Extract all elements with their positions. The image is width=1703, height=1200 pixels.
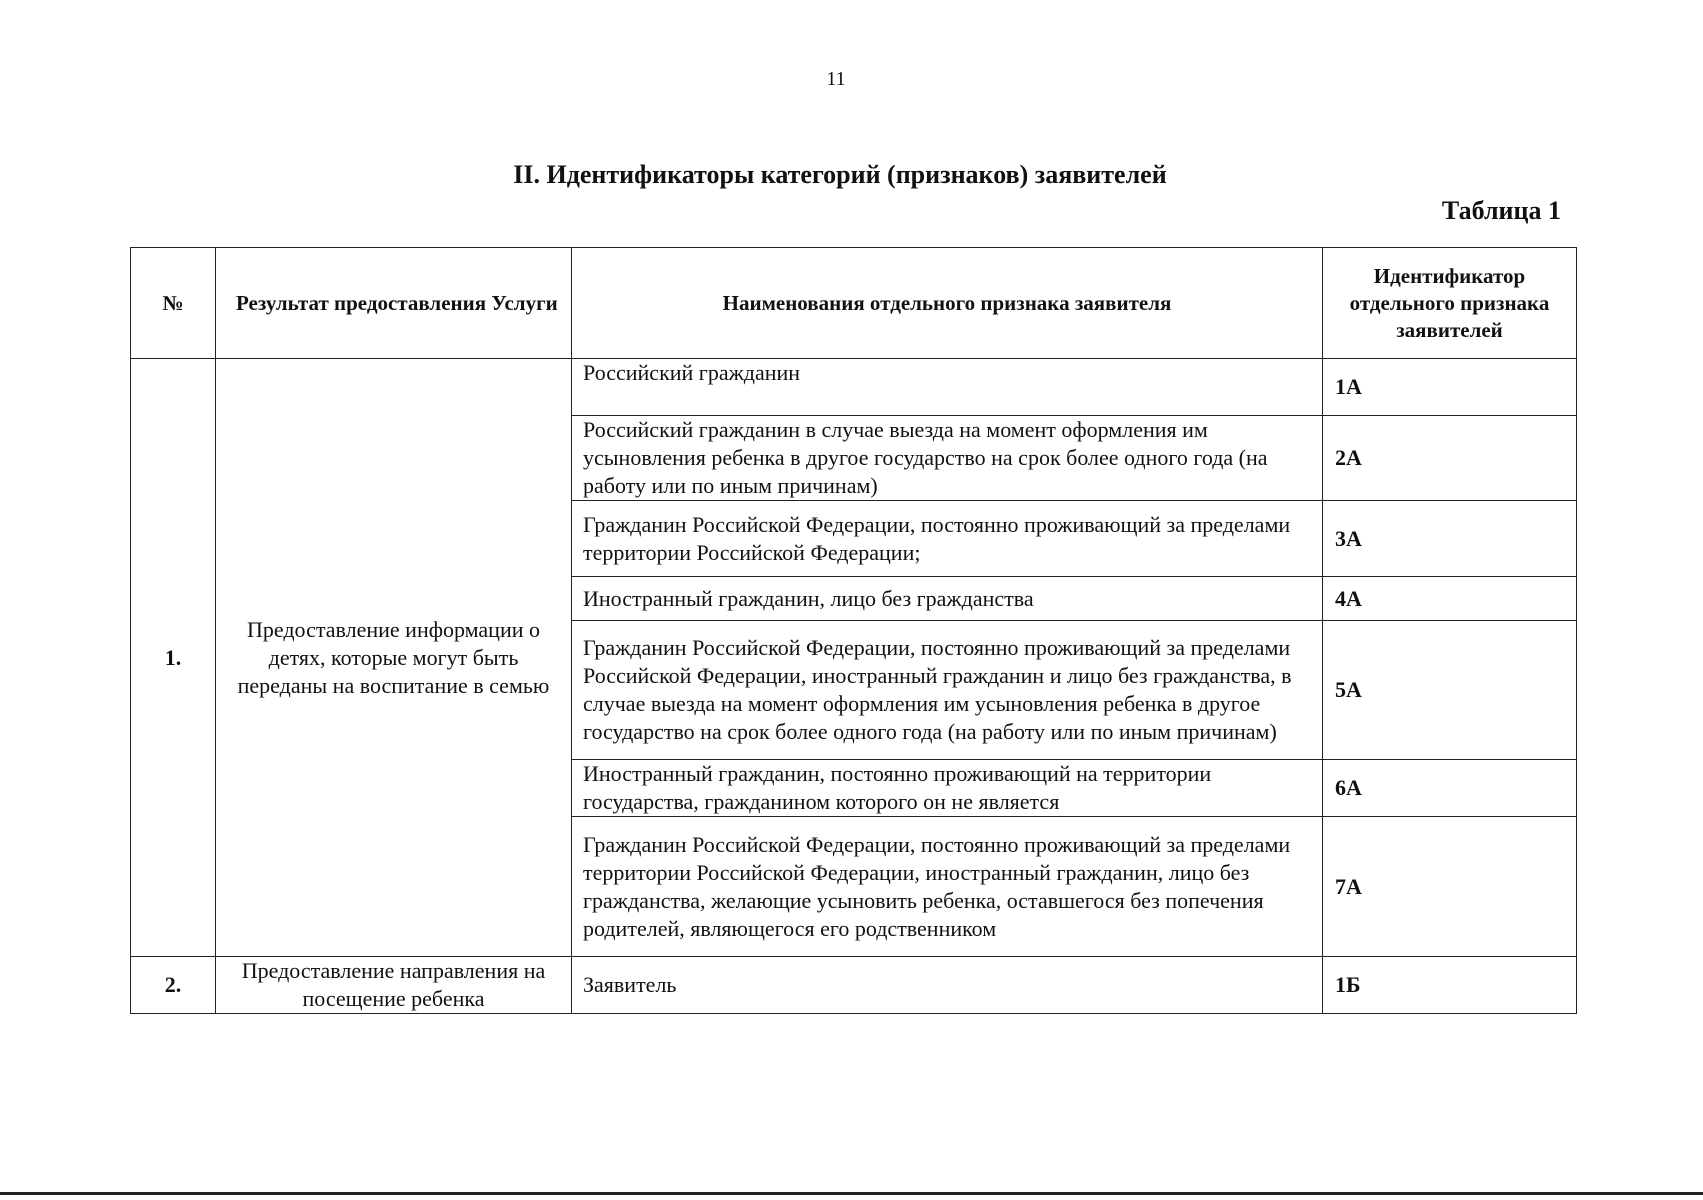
applicant-attribute: Заявитель — [572, 957, 1323, 1014]
applicant-attribute: Гражданин Российской Федерации, постоянно проживающий за пределами территории Российской Федерации, иностранный гражданин, лицо без гражданства, желающие усыновить ребенка, оставшегося без попечения родителей, являющегося его родственником — [572, 817, 1323, 957]
applicant-attribute: Иностранный гражданин, постоянно проживающий на территории государства, гражданином которого он не является — [572, 760, 1323, 817]
row-number: 1. — [131, 359, 216, 957]
row-number: 2. — [131, 957, 216, 1014]
applicant-identifier: 7А — [1323, 817, 1577, 957]
table-caption: Таблица 1 — [1441, 196, 1561, 225]
applicant-attribute: Иностранный гражданин, лицо без гражданства — [572, 577, 1323, 621]
applicant-attribute: Российский гражданин — [572, 359, 1323, 416]
applicant-attribute: Гражданин Российской Федерации, постоянно проживающий за пределами Российской Федерации, иностранный гражданин и лицо без гражданства, в случае выезда на момент оформления им усыновления ребенка в другое государство на срок более одного года (на работу или по иным причинам) — [572, 621, 1323, 760]
table-row — [131, 359, 1577, 416]
header-num: № — [131, 248, 216, 359]
header-identifier: Идентификатор отдельного признака заявителей — [1323, 248, 1577, 359]
applicant-identifier: 1А — [1323, 359, 1577, 416]
applicant-identifier: 5А — [1323, 621, 1577, 760]
service-result: Предоставление направления на посещение ребенка — [216, 957, 572, 1014]
service-result: Предоставление информации о детях, которые могут быть переданы на воспитание в семью — [216, 359, 572, 957]
applicant-identifier: 3А — [1323, 501, 1577, 577]
applicant-identifier: 2А — [1323, 416, 1577, 501]
section-title: II. Идентификаторы категорий (признаков) заявителей — [513, 160, 1167, 189]
applicant-identifier: 1Б — [1323, 957, 1577, 1014]
header-result: Результат предоставления Услуги — [216, 248, 572, 359]
page-number: 11 — [826, 68, 846, 90]
table-row — [131, 957, 1577, 1014]
applicant-identifier: 4А — [1323, 577, 1577, 621]
identifiers-table — [130, 247, 1577, 1014]
scan-edge-line — [0, 1192, 1703, 1195]
applicant-attribute: Российский гражданин в случае выезда на момент оформления им усыновления ребенка в другое государство на срок более одного года (на работу или по иным причинам) — [572, 416, 1323, 501]
applicant-identifier: 6А — [1323, 760, 1577, 817]
header-name: Наименования отдельного признака заявителя — [572, 248, 1323, 359]
applicant-attribute: Гражданин Российской Федерации, постоянно проживающий за пределами территории Российской Федерации; — [572, 501, 1323, 577]
table-header-row — [131, 248, 1577, 359]
